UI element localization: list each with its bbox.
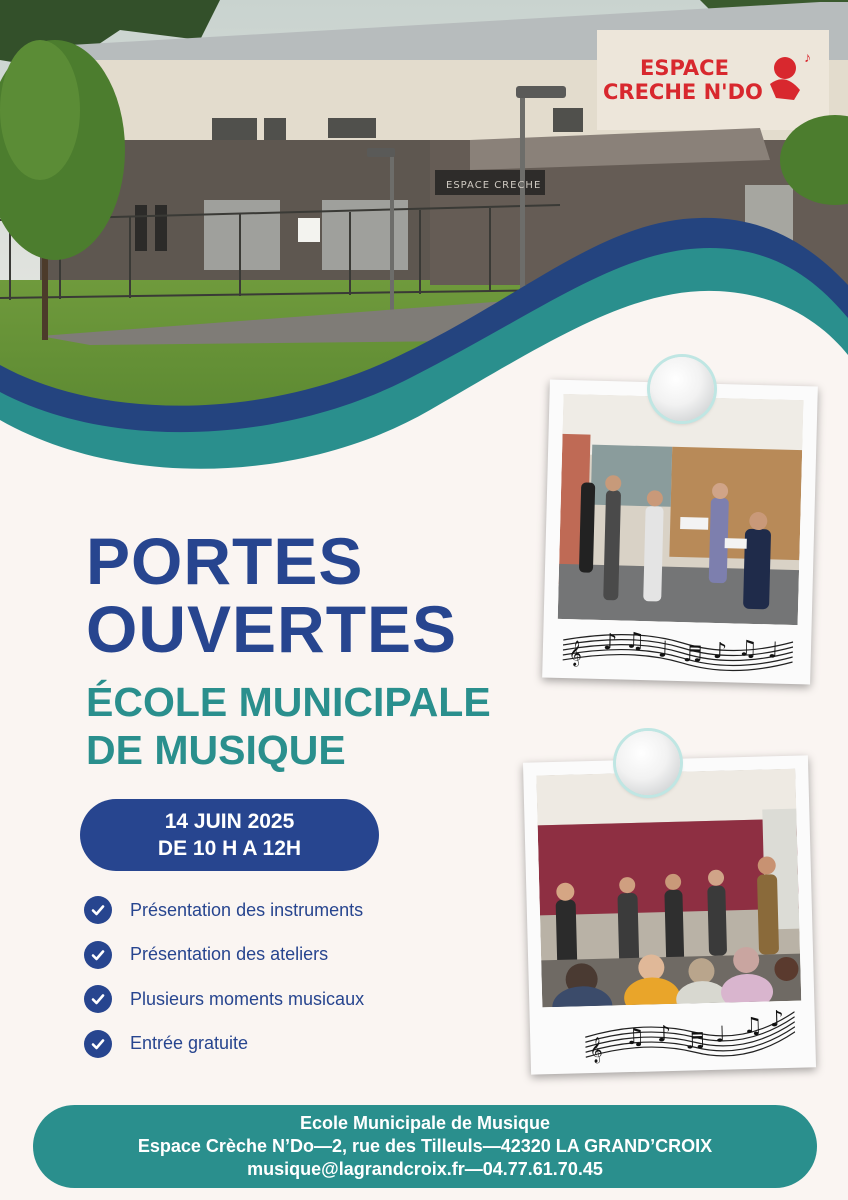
feature-label: Présentation des instruments (130, 899, 364, 920)
svg-text:♪: ♪ (602, 630, 618, 656)
event-date-badge (80, 799, 379, 871)
building-small-sign: ESPACE CRECHE (446, 180, 542, 191)
music-notes-icon (562, 618, 793, 679)
subtitle-line-2: DE MUSIQUE (86, 727, 346, 773)
feature-label: Présentation des ateliers (130, 944, 329, 964)
checkmark-icon (84, 941, 112, 969)
svg-text:♪: ♪ (656, 1022, 672, 1048)
footer-contact-info: musique@lagrandcroix.fr—04.77.61.70.45 (247, 1159, 603, 1179)
feature-item (84, 939, 364, 971)
svg-text:♫: ♫ (624, 1024, 646, 1051)
svg-text:♬: ♬ (685, 1029, 706, 1055)
footer-address: Espace Crèche N’Do—2, rue des Tilleuls—42320 LA GRAND’CROIX (137, 1136, 713, 1156)
checkmark-icon (84, 896, 112, 924)
rehearsal-photo (558, 394, 804, 625)
subtitle-line-1: ÉCOLE MUNICIPALE (86, 679, 491, 725)
svg-text:𝄞: 𝄞 (568, 641, 583, 667)
title-line-2: OUVERTES (86, 592, 458, 666)
svg-text:♪: ♪ (804, 49, 811, 65)
svg-text:𝄞: 𝄞 (589, 1037, 603, 1064)
feature-label: Plusieurs moments musicaux (130, 988, 365, 1009)
concert-photo (536, 769, 801, 1008)
svg-text:♪: ♪ (769, 1007, 785, 1033)
feature-item (84, 983, 364, 1015)
feature-label: Entrée gratuite (130, 1033, 249, 1053)
music-notes-icon (584, 1004, 795, 1069)
pushpin-icon (616, 731, 680, 795)
title-line-1: PORTES (86, 524, 364, 598)
svg-text:♫: ♫ (737, 636, 759, 663)
feature-item (84, 894, 364, 926)
svg-text:♬: ♬ (682, 642, 703, 668)
event-date: 14 JUIN 2025 (164, 810, 295, 833)
svg-text:♩: ♩ (714, 1022, 726, 1048)
polaroid-photo-1 (542, 380, 818, 685)
page-subtitle (86, 678, 491, 774)
svg-text:♪: ♪ (712, 638, 728, 665)
footer-school-name: Ecole Municipale de Musique (299, 1113, 551, 1133)
feature-item (84, 1028, 364, 1060)
checkmark-icon (84, 1030, 112, 1058)
pushpin-icon (650, 357, 714, 421)
event-time: DE 10 H A 12H (157, 837, 302, 860)
building-sign-line2: CRECHE N'DO (603, 80, 763, 104)
svg-text:♫: ♫ (624, 628, 646, 655)
svg-text:♩: ♩ (657, 637, 669, 663)
page-title (86, 524, 458, 666)
checkmark-icon (84, 985, 112, 1013)
svg-text:♩: ♩ (767, 638, 779, 664)
feature-list (84, 894, 364, 1072)
polaroid-photo-2 (523, 755, 816, 1074)
footer-contact (33, 1105, 817, 1188)
svg-text:♫: ♫ (742, 1013, 764, 1040)
building-sign-line1: ESPACE (640, 56, 729, 80)
